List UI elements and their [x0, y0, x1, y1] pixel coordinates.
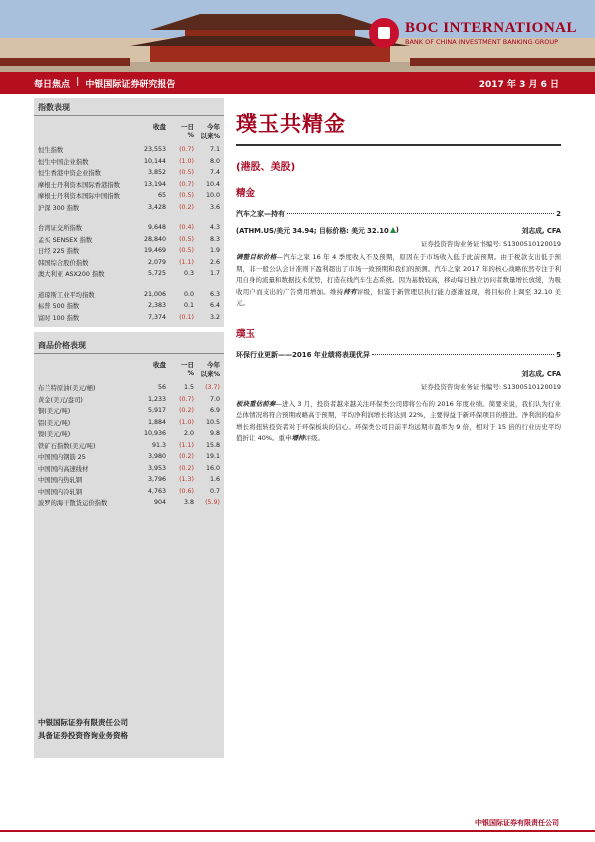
row-name: 布兰特原油(美元/桶) [38, 385, 96, 393]
index-performance-block [34, 98, 224, 323]
row-name: 韩国综合股价指数 [38, 259, 89, 267]
table-row [34, 268, 224, 280]
row-day-change: (0.2) [179, 407, 194, 415]
section-heading-jingjin: 精金 [236, 188, 256, 199]
row-name: 恒生中国企业指数 [38, 158, 89, 166]
table-row [34, 222, 224, 234]
summary-body: —进入 3 月，投资者越来越关注环保类公司即将公布的 2016 年度业绩。简要来说，我们认为行业总体情况将符合预期或略高于预期，平均净利润增长将达到 22%，主要得益于新环保项目的推进。净利润的稳步增长将扭转投资者对于环保板块的信心。环保类公司目前平均远期市盈率为 9 倍，相对于 15 倍的行业历史平均值折让 40%。重申 [236, 399, 561, 442]
toc-leader-dots [287, 213, 554, 214]
commodity-column-headers [34, 360, 224, 369]
row-ytd-change: 15.8 [205, 441, 220, 449]
lead-phrase: 调整目标价格 [236, 253, 277, 261]
row-name: 摩根士丹利资本国际中国指数 [38, 193, 120, 201]
toc-entry-environmental[interactable] [236, 350, 561, 360]
analyst-name: 刘志成, CFA [521, 227, 561, 235]
header-ytd: 今年 [207, 123, 220, 131]
row-name: 道琼斯工业平均指数 [38, 291, 95, 299]
table-row [34, 179, 224, 191]
row-ytd-change: 0.7 [209, 487, 220, 495]
row-ytd-change: 10.5 [205, 418, 220, 426]
row-day-change: (0.5) [179, 235, 194, 243]
toc-leader-dots [372, 354, 554, 355]
table-row [34, 300, 224, 312]
table-row [34, 428, 224, 440]
header-day: 一日 [181, 123, 194, 131]
row-day-change: (1.1) [179, 258, 194, 266]
table-row [34, 257, 224, 269]
row-ytd-change: 7.1 [209, 146, 220, 154]
row-ytd-change: 4.3 [209, 224, 220, 232]
environmental-summary [236, 399, 561, 445]
row-day-change: 0.3 [183, 270, 194, 278]
commodity-column-units [34, 369, 224, 378]
band-report-label: 中银国际证券研究报告 [85, 79, 176, 90]
title-divider [34, 115, 224, 116]
row-day-change: 0.1 [183, 302, 194, 310]
row-ytd-change: (5.9) [205, 499, 220, 507]
row-name: 中国国内钢筋 25 [38, 454, 86, 462]
row-day-change: 2.0 [183, 430, 194, 438]
table-row [34, 474, 224, 486]
toc-entry-autohome[interactable] [236, 209, 561, 219]
logo-text-group [405, 20, 577, 46]
header-close: 收盘 [153, 123, 166, 131]
index-column-headers [34, 122, 224, 131]
table-row [34, 405, 224, 417]
summary-body: —汽车之家 16 年 4 季度收入不及预期，原因在于市场收入低于此前预期。由于税款支出低于预期，非一般公认会计准则下盈利超出了市场一致预期和我们的预测。汽车之家 2017 年的核心战略依然专注于利用自身的流量和数据技术优势，打造在线汽车生态系统。因为基数较高，移动每日独立访问者数量增长放缓，为吸收用户而支出的广告费用增加。维持 [236, 253, 562, 296]
group-spacer [34, 213, 224, 222]
row-close: 2,383 [147, 302, 166, 310]
row-ytd-change: 3.2 [209, 313, 220, 321]
header-day-unit: % [187, 369, 194, 377]
row-close: 28,840 [143, 235, 166, 243]
table-row [34, 394, 224, 406]
company-qualification: 具备证券投资咨询业务资格 [38, 731, 128, 740]
band-left-group [0, 77, 175, 90]
row-close: 904 [153, 499, 166, 507]
row-close: 65 [157, 192, 166, 200]
row-close: 3,796 [147, 476, 166, 484]
row-close: 9,648 [147, 224, 166, 232]
row-name: 澳大利亚 ASX200 指数 [38, 271, 105, 279]
row-name: 恒生香港中资企业指数 [38, 170, 101, 178]
row-day-change: (0.2) [179, 464, 194, 472]
row-day-change: (1.1) [179, 441, 194, 449]
table-row [34, 190, 224, 202]
commodity-table [34, 382, 224, 509]
analyst-certificate: 证券投资咨询业务证书编号: S1300510120019 [420, 382, 561, 391]
market-sidebar [34, 98, 224, 758]
toc-page-number: 2 [556, 210, 561, 218]
table-row [34, 440, 224, 452]
table-row [34, 156, 224, 168]
row-close: 5,725 [147, 270, 166, 278]
row-ytd-change: 6.9 [209, 407, 220, 415]
row-close: 13,194 [143, 180, 166, 188]
commodity-performance-block [34, 336, 224, 509]
logo-title: BOC INTERNATIONAL [405, 20, 577, 36]
rating-label: 增持 [291, 434, 305, 442]
table-row [34, 289, 224, 301]
section-heading-puyu: 璞玉 [236, 328, 256, 340]
row-day-change: 0.0 [183, 290, 194, 298]
row-close: 10,144 [143, 157, 166, 165]
row-ytd-change: 6.3 [209, 290, 220, 298]
header-day: 一日 [181, 361, 194, 369]
summary-tail: 评级。 [304, 434, 325, 442]
table-row [34, 486, 224, 498]
row-ytd-change: 8.0 [209, 157, 220, 165]
company-logo [369, 8, 589, 58]
header-ytd: 今年 [207, 361, 220, 369]
row-name: 中国国内高速线材 [38, 465, 89, 473]
group-spacer [34, 280, 224, 289]
row-ytd-change: 9.8 [209, 430, 220, 438]
row-close: 4,763 [147, 487, 166, 495]
row-name: 铁矿石指数(美元/吨) [38, 442, 96, 450]
table-row [34, 144, 224, 156]
row-ytd-change: 7.4 [209, 169, 220, 177]
row-day-change: (0.1) [179, 313, 194, 321]
row-ytd-change: 3.6 [209, 203, 220, 211]
toc-title: 环保行业更新——2016 年业绩将表现优异 [236, 350, 370, 359]
stock-meta-close: ) [395, 226, 399, 234]
row-close: 7,374 [147, 313, 166, 321]
title-divider [34, 353, 224, 354]
row-close: 19,469 [143, 247, 166, 255]
row-close: 2,079 [147, 258, 166, 266]
header-close: 收盘 [153, 361, 166, 369]
band-focus-label: 每日焦点 [34, 79, 71, 90]
row-day-change: (0.7) [179, 395, 194, 403]
row-name: 铜(美元/吨) [38, 408, 71, 416]
row-ytd-change: 2.6 [209, 258, 220, 266]
row-day-change: (1.0) [179, 157, 194, 165]
row-name: 标普 500 指数 [38, 303, 80, 311]
row-close: 3,980 [147, 453, 166, 461]
row-name: 日经 225 指数 [38, 248, 80, 256]
sidebar-divider [34, 327, 224, 332]
autohome-summary [236, 252, 561, 310]
row-ytd-change: 16.0 [205, 464, 220, 472]
footer-bar [0, 830, 595, 832]
row-day-change: 1.5 [183, 384, 194, 392]
title-rule [236, 144, 561, 146]
analyst-line [236, 368, 561, 378]
row-name: 台湾证交所指数 [38, 225, 83, 233]
row-day-change: (1.0) [179, 418, 194, 426]
toc-title: 汽车之家—持有 [236, 210, 285, 218]
row-name: 波罗的海干散货运价指数 [38, 500, 108, 508]
stock-code-price: (ATHM.US/美元 34.94; 目标价格: 美元 32.10 [236, 227, 389, 235]
row-name: 镍(美元/吨) [38, 431, 71, 439]
row-ytd-change: 1.7 [209, 270, 220, 278]
row-close: 56 [157, 384, 166, 392]
row-close: 1,884 [147, 418, 166, 426]
header-day-unit: % [187, 131, 194, 139]
row-day-change: (0.4) [179, 224, 194, 232]
row-name: 摩根士丹利资本国际香港指数 [38, 181, 120, 189]
logo-subtitle: BANK OF CHINA INVESTMENT BANKING GROUP [405, 38, 559, 46]
row-day-change: (1.3) [179, 476, 194, 484]
row-close: 3,428 [147, 203, 166, 211]
row-ytd-change: (3.7) [205, 384, 220, 392]
row-ytd-change: 10.0 [205, 192, 220, 200]
sidebar-company-info [38, 716, 128, 742]
header-ytd-unit: 以来% [200, 132, 220, 140]
table-row [34, 382, 224, 394]
summary-tail: 评级，但鉴于新管理层执行能力逐渐显现，将目标价上调至 32.10 美元。 [236, 287, 562, 307]
row-close: 23,553 [143, 146, 166, 154]
row-name: 沪深 300 指数 [38, 204, 80, 212]
page-footer [0, 818, 595, 842]
row-ytd-change: 19.1 [205, 453, 220, 461]
row-ytd-change: 8.3 [209, 235, 220, 243]
row-name: 富时 100 指数 [38, 314, 80, 322]
row-name: 孟买 SENSEX 指数 [38, 236, 93, 244]
index-performance-title: 指数表现 [38, 103, 70, 112]
row-day-change: (0.2) [179, 203, 194, 211]
row-day-change: (0.5) [179, 247, 194, 255]
row-day-change: (0.5) [179, 169, 194, 177]
row-close: 91.3 [151, 441, 166, 449]
stock-meta-line [236, 225, 561, 235]
row-ytd-change: 10.4 [205, 180, 220, 188]
header-banner-image [0, 0, 595, 72]
row-name: 中国国内冷轧钢 [38, 488, 83, 496]
toc-page-number: 5 [556, 350, 561, 359]
row-name: 黄金(美元/盎司) [38, 396, 83, 404]
row-close: 1,233 [147, 395, 166, 403]
commodity-performance-title: 商品价格表现 [38, 341, 86, 350]
analyst-certificate: 证券投资咨询业务证书编号: S1300510120019 [420, 240, 561, 248]
lead-phrase: 板块重估前奏 [236, 399, 276, 408]
row-ytd-change: 1.9 [209, 247, 220, 255]
row-ytd-change: 7.0 [209, 395, 220, 403]
table-row [34, 451, 224, 463]
row-day-change: (0.7) [179, 180, 194, 188]
row-close: 3,852 [147, 169, 166, 177]
company-name: 中银国际证券有限责任公司 [38, 718, 128, 727]
footer-company-name: 中银国际证券有限责任公司 [475, 819, 559, 827]
row-ytd-change: 1.6 [209, 476, 220, 484]
table-row [34, 497, 224, 509]
page-title: 璞玉共精金 [236, 111, 346, 136]
row-name: 中国国内热轧钢 [38, 477, 83, 485]
header-ytd-unit: 以来% [200, 370, 220, 378]
row-day-change: (0.2) [179, 453, 194, 461]
row-close: 21,006 [143, 290, 166, 298]
table-row [34, 167, 224, 179]
table-row [34, 417, 224, 429]
table-row [34, 312, 224, 324]
band-separator: | [76, 76, 80, 87]
row-day-change: (0.5) [179, 192, 194, 200]
table-row [34, 245, 224, 257]
table-row [34, 202, 224, 214]
row-close: 10,936 [143, 430, 166, 438]
row-day-change: 3.8 [183, 499, 194, 507]
page-subtitle: (港股、美股) [236, 162, 296, 173]
row-ytd-change: 6.4 [209, 302, 220, 310]
boc-logo-icon [369, 18, 399, 48]
row-close: 5,917 [147, 407, 166, 415]
analyst-name: 刘志成, CFA [521, 369, 561, 378]
index-table [34, 144, 224, 323]
table-row [34, 234, 224, 246]
rating-label: 持有 [343, 287, 357, 296]
index-column-units [34, 131, 224, 140]
report-header-band [0, 72, 595, 94]
row-name: 铝(美元/吨) [38, 419, 71, 427]
row-day-change: (0.6) [179, 487, 194, 495]
table-row [34, 463, 224, 475]
main-content [236, 98, 561, 445]
row-close: 3,953 [147, 464, 166, 472]
row-name: 恒生指数 [38, 147, 64, 155]
row-day-change: (0.7) [179, 146, 194, 154]
report-date: 2017 年 3 月 6 日 [478, 79, 559, 90]
